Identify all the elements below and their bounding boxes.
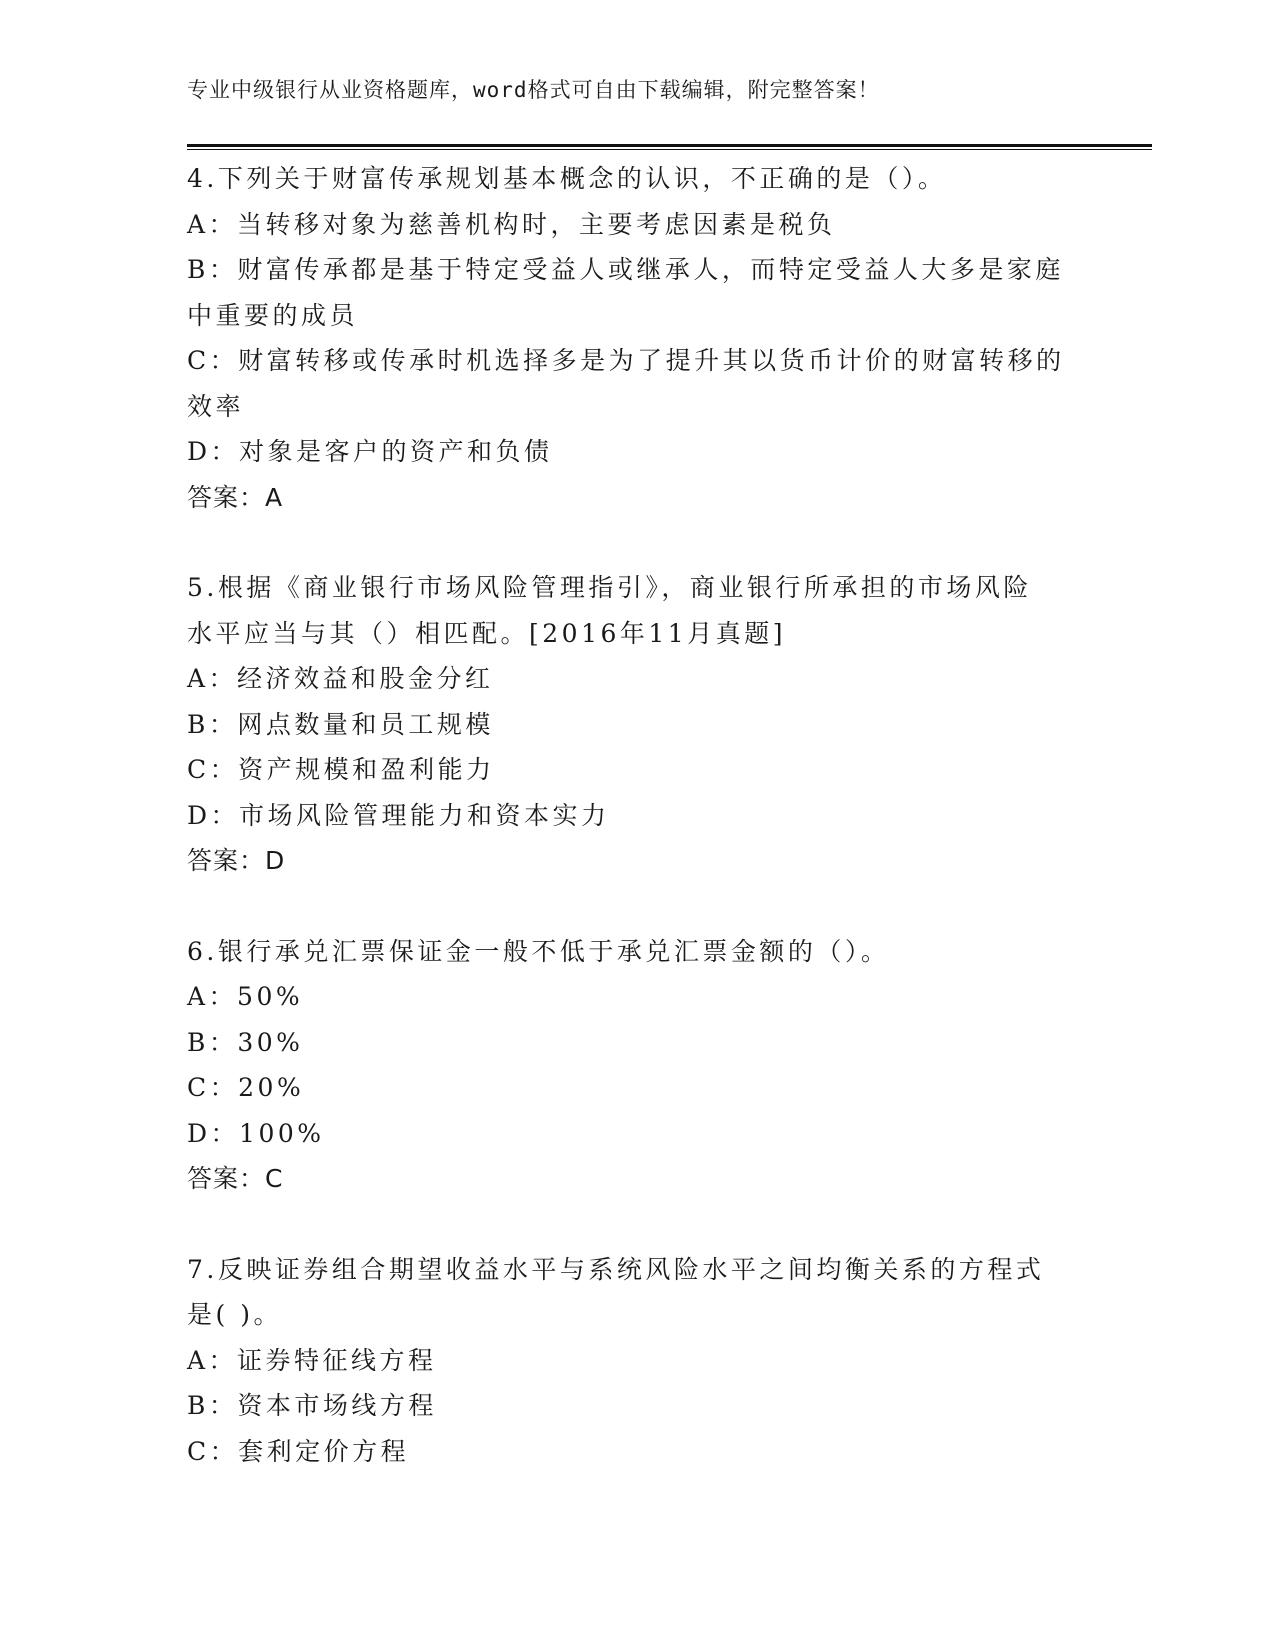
option-a: A：当转移对象为慈善机构时，主要考虑因素是税负 — [187, 209, 836, 239]
answer-line — [187, 1156, 1087, 1202]
question-item — [187, 929, 1087, 1202]
answer-value: C — [265, 1164, 284, 1193]
question-list — [187, 156, 1087, 1519]
option-d: D：100% — [187, 1118, 325, 1148]
option-c: C：套利定价方程 — [187, 1436, 410, 1466]
answer-label: 答案： — [187, 846, 266, 875]
question-options — [187, 656, 1087, 838]
option-c: C：资产规模和盈利能力 — [187, 755, 495, 784]
option-d: D：对象是客户的资产和负债 — [187, 437, 553, 466]
question-stem: 4.下列关于财富传承规划基本概念的认识，不正确的是（）。 — [187, 164, 947, 193]
option-b: B：网点数量和员工规模 — [187, 709, 494, 739]
option-b: B：资本市场线方程 — [187, 1391, 437, 1420]
question-options — [187, 202, 1087, 475]
answer-line — [187, 838, 1087, 884]
question-options — [187, 1338, 1087, 1475]
option-b: B：30% — [187, 1027, 304, 1057]
option-c-continued: 效率 — [187, 391, 245, 421]
page-header: 专业中级银行从业资格题库，word格式可自由下载编辑，附完整答案！ — [187, 78, 880, 102]
option-b: B：财富传承都是基于特定受益人或继承人，而特定受益人大多是家庭 — [187, 255, 1064, 284]
header-rule-thin — [187, 149, 1152, 150]
question-item — [187, 1247, 1087, 1475]
question-stem-continued: 是( )。 — [187, 1300, 282, 1329]
answer-value: A — [265, 482, 284, 512]
option-a: A：经济效益和股金分红 — [187, 664, 494, 693]
question-stem: 5.根据《商业银行市场风险管理指引》，商业银行所承担的市场风险 — [187, 573, 1032, 602]
question-stem: 6.银行承兑汇票保证金一般不低于承兑汇票金额的（）。 — [187, 936, 890, 966]
question-stem-continued: 水平应当与其（）相匹配。[2016年11月真题] — [187, 618, 786, 648]
header-rule — [187, 144, 1152, 147]
option-a: A：证券特征线方程 — [187, 1345, 437, 1375]
question-options — [187, 974, 1087, 1156]
answer-label: 答案： — [187, 1164, 266, 1193]
option-c: C：财富转移或传承时机选择多是为了提升其以货币计价的财富转移的 — [187, 346, 1065, 375]
answer-value: D — [265, 846, 286, 875]
option-c: C：20% — [187, 1073, 305, 1102]
question-item — [187, 156, 1087, 520]
answer-line — [187, 475, 1087, 521]
question-stem: 7.反映证券组合期望收益水平与系统风险水平之间均衡关系的方程式 — [187, 1254, 1045, 1284]
question-item — [187, 565, 1087, 884]
option-b-continued: 中重要的成员 — [187, 300, 359, 330]
option-a: A：50% — [187, 982, 304, 1011]
answer-label: 答案： — [187, 482, 266, 512]
option-d: D：市场风险管理能力和资本实力 — [187, 800, 610, 830]
